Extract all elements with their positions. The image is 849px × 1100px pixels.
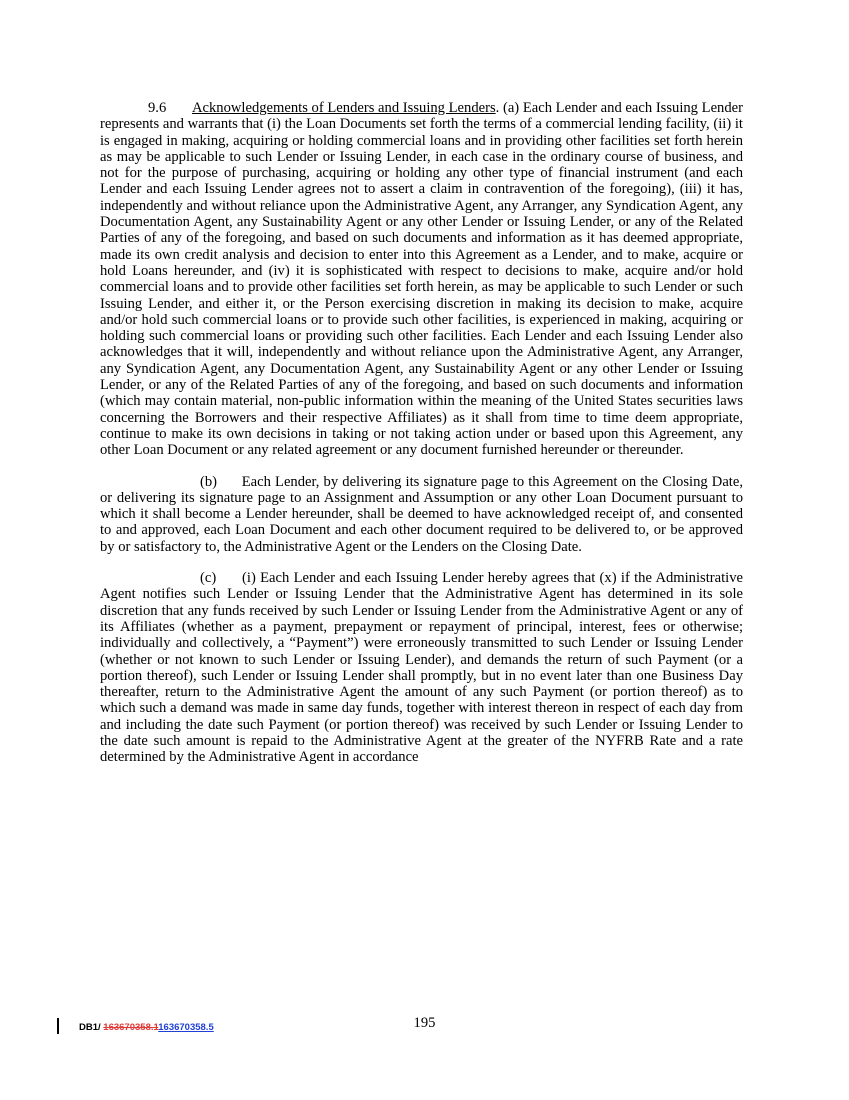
doc-id-prefix: DB1/ <box>79 1022 104 1033</box>
section-heading: Acknowledgements of Lenders and Issuing Lenders <box>191 100 496 116</box>
doc-id-deleted: 163670358.1 <box>103 1022 159 1033</box>
section-number: 9.6 <box>148 100 167 116</box>
paragraph-b: (b) Each Lender, by delivering its signature page to this Agreement on the Closing Date, or delivering its signature page to an Assignment and Assumption or any other Loan Document pursuant to which it shall become a Lender hereunder, shall be deemed to have acknowledged receipt of, and consented to and approved, each Loan Document and each other document required to be delivered to, or be approved by or satisfactory to, the Administrative Agent or the Lenders on the Closing Date. <box>100 473 743 555</box>
doc-id-inserted: 163670358.5 <box>158 1022 214 1033</box>
section-9-6-paragraph-a <box>100 100 743 459</box>
paragraph-a-text: . (a) Each Lender and each Issuing Lender represents and warrants that (i) the Loan Documents set forth the terms of a commercial lending facility, (ii) it is engaged in making, acquiring or holding commercial loans and in providing other facilities set forth herein as may be applicable to such Lender or Issuing Lender, in each case in the ordinary course of business, and not for the purpose of purchasing, acquiring or holding any other type of financial instrument (and each Lender and each Issuing Lender agrees not to assert a claim in contravention of the foregoing), (iii) it has, independently and without reliance upon the Administrative Agent, any Arranger, any Syndication Agent, any Documentation Agent, any Sustainability Agent or any other Lender or Issuing Lender, or any of the Related Parties of any of the foregoing, and based on such documents and information as it has deemed appropriate, made its own credit analysis and decision to enter into this Agreement as a Lender, and to make, acquire or hold Loans hereunder, and (iv) it is sophisticated with respect to decisions to make, acquire and/or hold commercial loans and to provide other facilities set forth herein, as may be applicable to such Lender or such Issuing Lender, and either it, or the Person exercising discretion in making its decision to make, acquire and/or hold such commercial loans or to provide such other facilities, is experienced in making, acquiring or holding such commercial loans or providing such other facilities. Each Lender and each Issuing Lender also acknowledges that it will, independently and without reliance upon the Administrative Agent, any Arranger, any Syndication Agent, any Documentation Agent, any Sustainability Agent or any other Lender or Issuing Lender, or any of the Related Parties of any of the foregoing, and based on such documents and information (which may contain material, non-public information within the meaning of the United States securities laws concerning the Borrowers and their respective Affiliates) as it shall from time to time deem appropriate, continue to make its own decisions in taking or not taking action under or based upon this Agreement, any other Loan Document or any related agreement or any document furnished hereunder or thereunder. <box>100 100 743 459</box>
document-body <box>100 100 743 781</box>
page-number: 195 <box>413 1015 436 1031</box>
paragraph-c: (c) (i) Each Lender and each Issuing Lender hereby agrees that (x) if the Administrative Agent notifies such Lender or Issuing Lender that the Administrative Agent has determined in its sole discretion that any funds received by such Lender or Issuing Lender from the Administrative Agent or any of its Affiliates (whether as a payment, prepayment or repayment of principal, interest, fees or otherwise; individually and collectively, a “Payment”) were erroneously transmitted to such Lender or Issuing Lender (whether or not known to such Lender or Issuing Lender), and demands the return of such Payment (or a portion thereof), such Lender or Issuing Lender shall promptly, but in no event later than one Business Day thereafter, return to the Administrative Agent the amount of any such Payment (or portion thereof) as to which such a demand was made in same day funds, together with interest thereon in respect of each day from and including the date such Payment (or portion thereof) was received by such Lender or Issuing Lender to the date such amount is repaid to the Administrative Agent at the greater of the NYFRB Rate and a rate determined by the Administrative Agent in accordance <box>100 570 743 766</box>
